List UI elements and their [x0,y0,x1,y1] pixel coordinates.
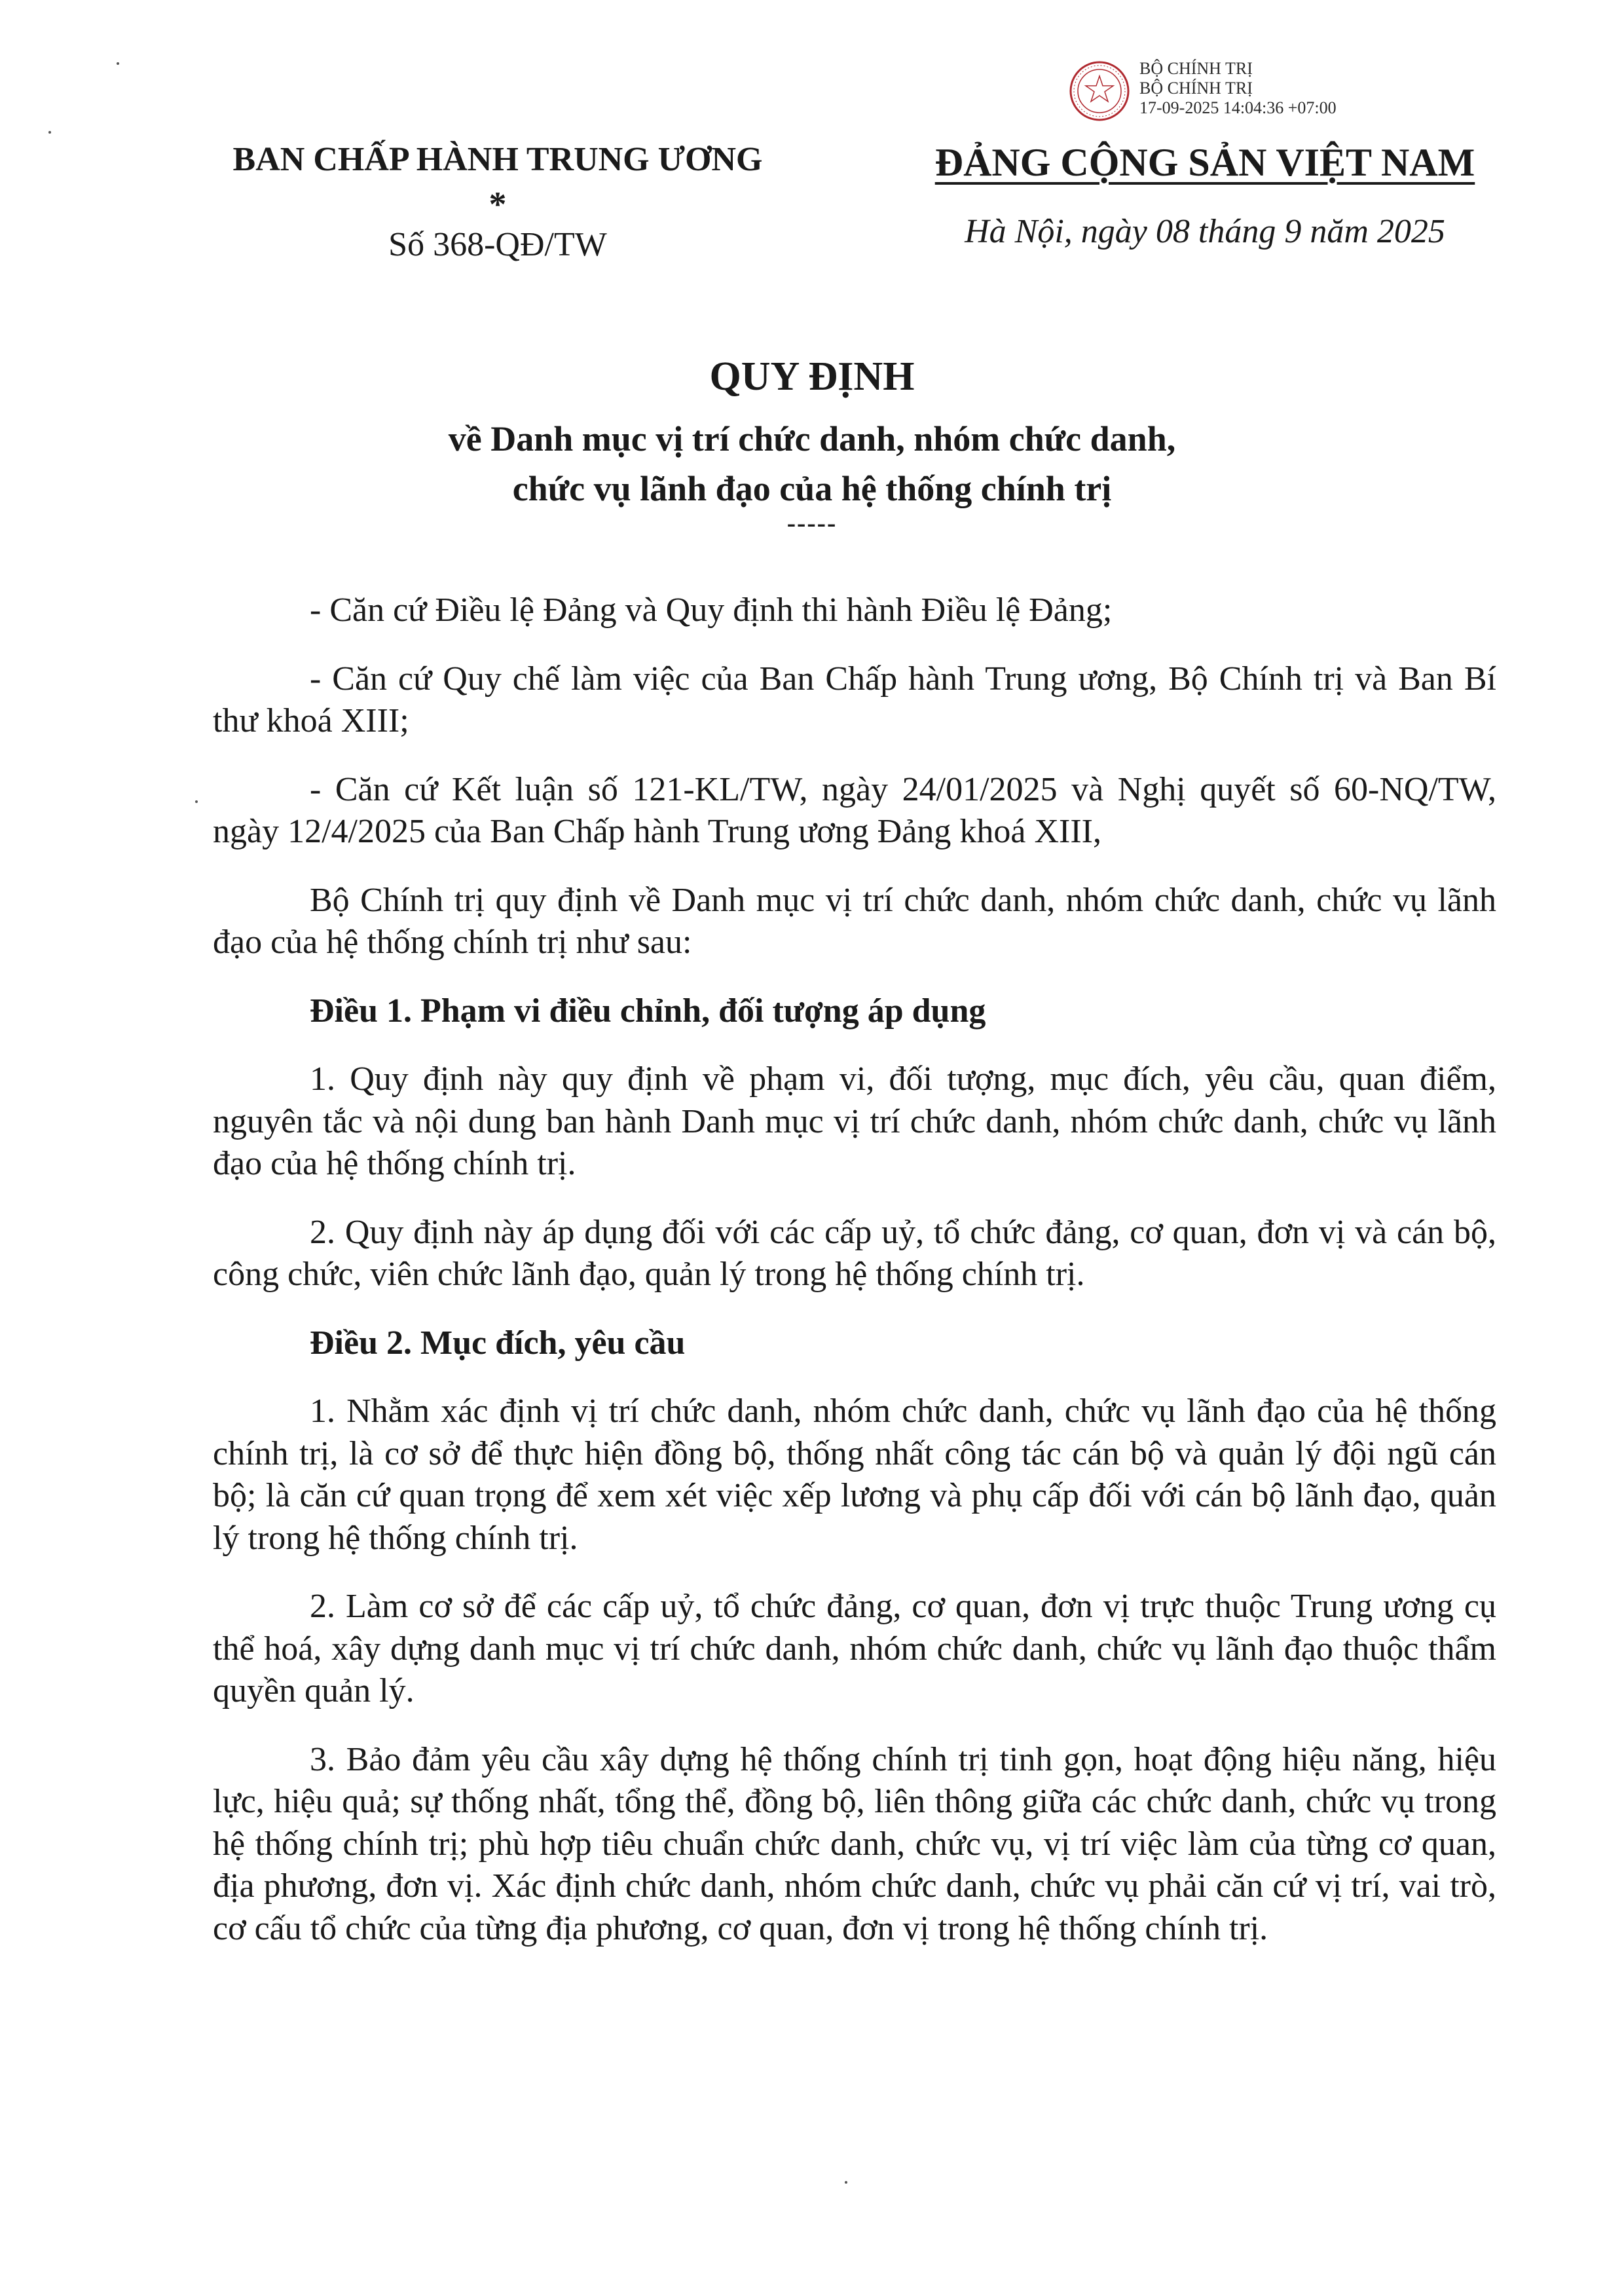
party-name: ĐẢNG CỘNG SẢN VIỆT NAM [934,141,1475,184]
article-2-clause-3: 3. Bảo đảm yêu cầu xây dựng hệ thống chính trị tinh gọn, hoạt động hiệu năng, hiệu lực, hiệu quả; sự thống nhất, tổng thể, đồng bộ, liên thông giữa các chức danh, chức vụ trong hệ thống chính trị; phù hợp tiêu chuẩn chức danh, chức vụ, vị trí việc làm của từng cơ quan, địa phương, đơn vị. Xác định chức danh, nhóm chức danh, chức vụ phải căn cứ vị trí, vai trò, cơ cấu tổ chức của từng địa phương, cơ quan, đơn vị trong hệ thống chính trị. [213,1740,1496,1947]
basis-3: - Căn cứ Kết luận số 121-KL/TW, ngày 24/01/2025 và Nghị quyết số 60-NQ/TW, ngày 12/4/2025 của Ban Chấp hành Trung ương Đảng khoá XIII, [213,770,1496,850]
basis-1: - Căn cứ Điều lệ Đảng và Quy định thi hành Điều lệ Đảng; [310,591,1113,629]
title-divider: ----- [786,508,838,538]
scan-speck [117,62,119,65]
article-2-heading: Điều 2. Mục đích, yêu cầu [310,1324,686,1362]
signature-timestamp: 17-09-2025 14:04:36 +07:00 [1139,98,1337,117]
scan-speck [48,131,51,134]
document-subtitle [157,414,1467,513]
signature-line-1: BỘ CHÍNH TRỊ [1139,59,1253,78]
scan-speck [845,2181,847,2184]
article-1-clause-2: 2. Quy định này áp dụng đối với các cấp uỷ, tổ chức đảng, cơ quan, đơn vị và cán bộ, công chức, viên chức lãnh đạo, quản lý trong hệ thống chính trị. [213,1213,1496,1293]
article-2-clause-1: 1. Nhằm xác định vị trí chức danh, nhóm chức danh, chức vụ lãnh đạo của hệ thống chính trị, là cơ sở để thực hiện đồng bộ, thống nhất công tác cán bộ và quản lý đội ngũ cán bộ; là căn cứ quan trọng để xem xét việc xếp lương và phụ cấp đối với cán bộ lãnh đạo, quản lý trong hệ thống chính trị. [213,1392,1496,1557]
preamble: Bộ Chính trị quy định về Danh mục vị trí chức danh, nhóm chức danh, chức vụ lãnh đạo của hệ thống chính trị như sau: [213,881,1496,961]
signature-seal-icon [1069,60,1130,122]
subtitle-line-2: chức vụ lãnh đạo của hệ thống chính trị [512,469,1112,508]
article-1-heading: Điều 1. Phạm vi điều chỉnh, đối tượng áp dụng [310,992,986,1030]
separator-star: * [489,185,507,224]
document-number: Số 368-QĐ/TW [388,226,607,263]
digital-signature-info [1139,59,1401,118]
signature-line-2: BỘ CHÍNH TRỊ [1139,79,1253,98]
issuing-body: BAN CHẤP HÀNH TRUNG ƯƠNG [232,141,763,178]
place-and-date: Hà Nội, ngày 08 tháng 9 năm 2025 [965,213,1445,250]
article-2-clause-2: 2. Làm cơ sở để các cấp uỷ, tổ chức đảng, cơ quan, đơn vị trực thuộc Trung ương cụ thể hoá, xây dựng danh mục vị trí chức danh, nhóm chức danh, chức vụ lãnh đạo thuộc thẩm quyền quản lý. [213,1588,1496,1709]
document-body [213,589,1496,1976]
subtitle-line-1: về Danh mục vị trí chức danh, nhóm chức danh, [448,419,1176,458]
document-title: QUY ĐỊNH [709,354,915,399]
article-1-clause-1: 1. Quy định này quy định về phạm vi, đối tượng, mục đích, yêu cầu, quan điểm, nguyên tắc và nội dung ban hành Danh mục vị trí chức danh, nhóm chức danh, chức vụ lãnh đạo của hệ thống chính trị. [213,1060,1496,1182]
basis-2: - Căn cứ Quy chế làm việc của Ban Chấp hành Trung ương, Bộ Chính trị và Ban Bí thư khoá XIII; [213,660,1496,739]
scan-speck [195,800,198,803]
